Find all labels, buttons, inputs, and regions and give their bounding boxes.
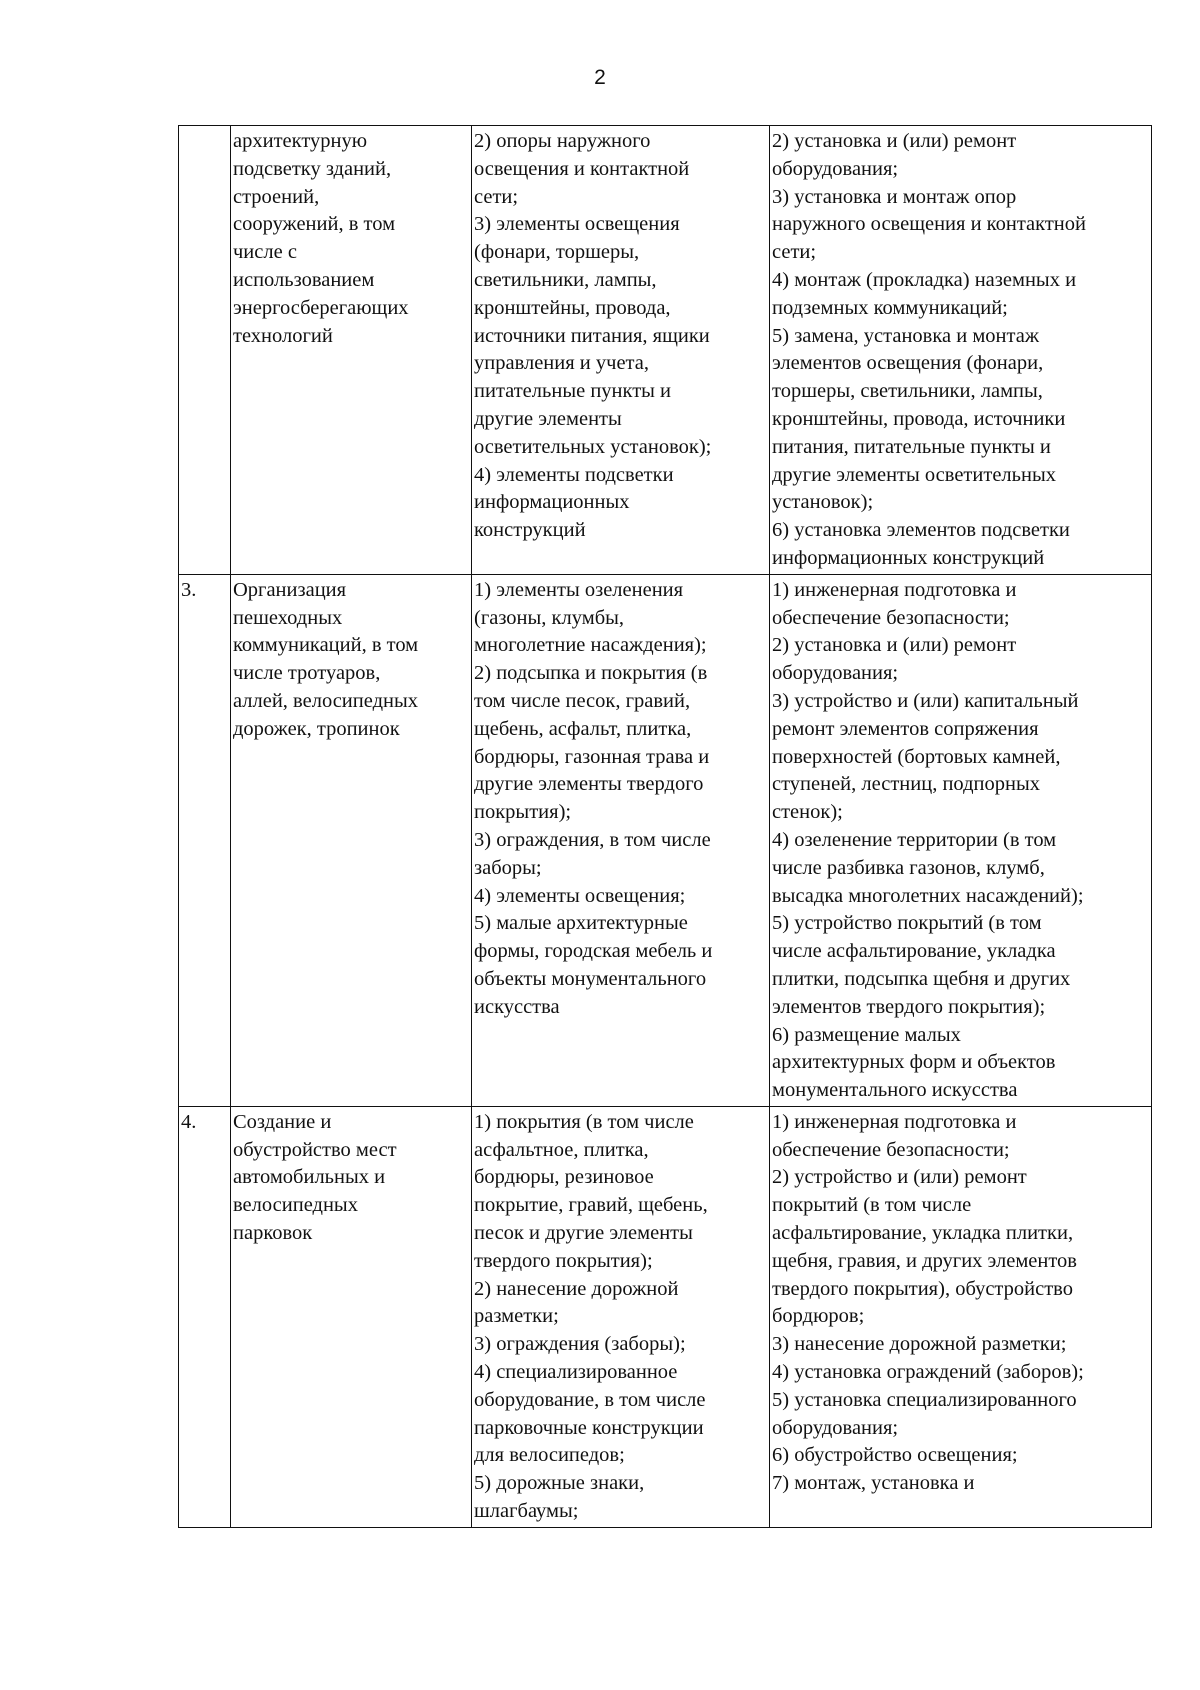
cell-text-line: строений, bbox=[233, 185, 320, 208]
cell-text-line: обеспечение безопасности; bbox=[772, 606, 1010, 629]
work-type-cell bbox=[231, 574, 472, 1106]
cell-text-line: аллей, велосипедных bbox=[233, 689, 419, 712]
cell-text-line: установок); bbox=[772, 491, 874, 514]
cell-text-line: энергосберегающих bbox=[233, 296, 409, 319]
cell-text-line: числе асфальтирование, укладка bbox=[772, 940, 1056, 963]
cell-text-line: высадка многолетних насаждений); bbox=[772, 884, 1084, 907]
cell-text-line: архитектурных форм и объектов bbox=[772, 1051, 1056, 1074]
cell-text-line: 6) размещение малых bbox=[772, 1023, 961, 1046]
elements-cell bbox=[472, 574, 770, 1106]
cell-text-line: светильники, лампы, bbox=[474, 268, 657, 291]
cell-text-line: асфальтирование, укладка плитки, bbox=[772, 1222, 1074, 1245]
work-type-cell bbox=[231, 1106, 472, 1527]
elements-cell bbox=[472, 126, 770, 575]
cell-text-line: питания, питательные пункты и bbox=[772, 435, 1051, 458]
row-number: 4. bbox=[181, 1110, 197, 1133]
cell-text-line: 4) установка ограждений (заборов); bbox=[772, 1361, 1084, 1384]
cell-text-line: автомобильных и bbox=[233, 1166, 386, 1189]
cell-text-line: твердого покрытия), обустройство bbox=[772, 1277, 1073, 1300]
cell-text-line: велосипедных bbox=[233, 1194, 358, 1217]
cell-text-line: другие элементы осветительных bbox=[772, 463, 1056, 486]
works-cell bbox=[770, 574, 1152, 1106]
table-row bbox=[179, 574, 1152, 1106]
cell-text-line: пешеходных bbox=[233, 606, 343, 629]
cell-text-line: для велосипедов; bbox=[474, 1444, 625, 1467]
elements-cell bbox=[472, 1106, 770, 1527]
cell-text-line: бордюров; bbox=[772, 1305, 865, 1328]
cell-text-line: 2) установка и (или) ремонт bbox=[772, 130, 1017, 152]
cell-text-line: 5) замена, установка и монтаж bbox=[772, 324, 1039, 347]
cell-text-line: 2) нанесение дорожной bbox=[474, 1277, 679, 1300]
cell-text-line: 1) инженерная подготовка и bbox=[772, 1110, 1017, 1133]
work-type-cell bbox=[231, 126, 472, 575]
cell-text-line: искусства bbox=[474, 995, 560, 1018]
works-cell bbox=[770, 126, 1152, 575]
cell-text-line: щебня, гравия, и других элементов bbox=[772, 1249, 1077, 1272]
cell-text-line: 5) установка специализированного bbox=[772, 1388, 1077, 1411]
cell-text-line: 1) покрытия (в том числе bbox=[474, 1110, 694, 1133]
works-table bbox=[178, 125, 1152, 1528]
cell-text-line: 6) установка элементов подсветки bbox=[772, 519, 1070, 542]
cell-text-line: информационных bbox=[474, 491, 630, 514]
row-number-cell bbox=[179, 574, 231, 1106]
cell-text-line: 2) устройство и (или) ремонт bbox=[772, 1166, 1027, 1189]
cell-text-line: элементов твердого покрытия); bbox=[772, 995, 1046, 1018]
cell-text-line: освещения и контактной bbox=[474, 157, 690, 180]
cell-text-line: монументального искусства bbox=[772, 1079, 1018, 1102]
cell-text-line: 4) элементы подсветки bbox=[474, 463, 674, 486]
cell-text-line: Организация bbox=[233, 578, 347, 601]
cell-text-line: плитки, подсыпка щебня и других bbox=[772, 967, 1071, 990]
cell-text-line: покрытия); bbox=[474, 801, 572, 824]
table-body bbox=[179, 126, 1152, 1528]
cell-text-line: 3) нанесение дорожной разметки; bbox=[772, 1333, 1067, 1356]
cell-text-line: 7) монтаж, установка и bbox=[772, 1472, 975, 1495]
cell-text-line: архитектурную bbox=[233, 130, 368, 152]
row-number: 3. bbox=[181, 578, 197, 601]
cell-text-line: числе тротуаров, bbox=[233, 662, 381, 685]
cell-text-line: другие элементы bbox=[474, 407, 622, 430]
page-number: 2 bbox=[594, 66, 606, 89]
cell-text-line: покрытий (в том числе bbox=[772, 1194, 972, 1217]
cell-text-line: питательные пункты и bbox=[474, 380, 672, 403]
cell-text-line: числе разбивка газонов, клумб, bbox=[772, 856, 1045, 879]
cell-text-line: 1) инженерная подготовка и bbox=[772, 578, 1017, 601]
row-number-cell bbox=[179, 1106, 231, 1527]
cell-text-line: 4) элементы освещения; bbox=[474, 884, 686, 907]
cell-text-line: 1) элементы озеленения bbox=[474, 578, 684, 601]
cell-text-line: формы, городская мебель и bbox=[474, 940, 713, 963]
cell-text-line: другие элементы твердого bbox=[474, 773, 704, 796]
cell-text-line: оборудование, в том числе bbox=[474, 1388, 706, 1411]
cell-text-line: 5) дорожные знаки, bbox=[474, 1472, 645, 1495]
row-number-cell bbox=[179, 126, 231, 575]
cell-text-line: наружного освещения и контактной bbox=[772, 213, 1086, 236]
cell-text-line: 3) ограждения, в том числе bbox=[474, 828, 711, 851]
cell-text-line: 6) обустройство освещения; bbox=[772, 1444, 1018, 1467]
cell-text-line: оборудования; bbox=[772, 662, 899, 685]
cell-text-line: заборы; bbox=[474, 856, 542, 879]
works-cell bbox=[770, 1106, 1152, 1527]
cell-text-line: оборудования; bbox=[772, 157, 899, 180]
cell-text-line: 3) элементы освещения bbox=[474, 213, 680, 236]
cell-text-line: подсветку зданий, bbox=[233, 157, 392, 180]
cell-text-line: 2) опоры наружного bbox=[474, 130, 651, 152]
cell-text-line: твердого покрытия); bbox=[474, 1249, 653, 1272]
cell-text-line: сети; bbox=[772, 241, 817, 264]
cell-text-line: многолетние насаждения); bbox=[474, 634, 707, 657]
cell-text-line: шлагбаумы; bbox=[474, 1500, 579, 1523]
cell-text-line: технологий bbox=[233, 324, 333, 347]
cell-text-line: информационных конструкций bbox=[772, 546, 1045, 569]
cell-text-line: подземных коммуникаций; bbox=[772, 296, 1008, 319]
cell-text-line: дорожек, тропинок bbox=[233, 717, 400, 740]
cell-text-line: числе с bbox=[233, 241, 297, 264]
cell-text-line: использованием bbox=[233, 268, 375, 291]
cell-text-line: 5) малые архитектурные bbox=[474, 912, 688, 935]
cell-text-line: поверхностей (бортовых камней, bbox=[772, 745, 1061, 768]
cell-text-line: стенок); bbox=[772, 801, 843, 824]
table-row bbox=[179, 1106, 1152, 1527]
cell-text-line: том числе песок, гравий, bbox=[474, 689, 691, 712]
cell-text-line: сооружений, в том bbox=[233, 213, 396, 236]
cell-text-line: обеспечение безопасности; bbox=[772, 1138, 1010, 1161]
cell-text-line: кронштейны, провода, bbox=[474, 296, 671, 319]
cell-text-line: 3) ограждения (заборы); bbox=[474, 1333, 686, 1356]
cell-text-line: ремонт элементов сопряжения bbox=[772, 717, 1039, 740]
cell-text-line: (фонари, торшеры, bbox=[474, 241, 640, 264]
cell-text-line: парковочные конструкции bbox=[474, 1416, 704, 1439]
cell-text-line: ступеней, лестниц, подпорных bbox=[772, 773, 1040, 796]
cell-text-line: 5) устройство покрытий (в том bbox=[772, 912, 1042, 935]
cell-text-line: элементов освещения (фонари, bbox=[772, 352, 1044, 375]
cell-text-line: управления и учета, bbox=[474, 352, 649, 375]
cell-text-line: щебень, асфальт, плитка, bbox=[474, 717, 692, 740]
cell-text-line: 2) установка и (или) ремонт bbox=[772, 634, 1017, 657]
cell-text-line: покрытие, гравий, щебень, bbox=[474, 1194, 708, 1217]
cell-text-line: песок и другие элементы bbox=[474, 1222, 693, 1245]
cell-text-line: 3) устройство и (или) капитальный bbox=[772, 689, 1079, 712]
cell-text-line: осветительных установок); bbox=[474, 435, 712, 458]
cell-text-line: разметки; bbox=[474, 1305, 559, 1328]
cell-text-line: торшеры, светильники, лампы, bbox=[772, 380, 1043, 403]
cell-text-line: источники питания, ящики bbox=[474, 324, 710, 347]
cell-text-line: сети; bbox=[474, 185, 519, 208]
cell-text-line: обустройство мест bbox=[233, 1138, 397, 1161]
cell-text-line: оборудования; bbox=[772, 1416, 899, 1439]
cell-text-line: 4) специализированное bbox=[474, 1361, 678, 1384]
cell-text-line: (газоны, клумбы, bbox=[474, 606, 625, 629]
table-row bbox=[179, 126, 1152, 575]
cell-text-line: бордюры, газонная трава и bbox=[474, 745, 710, 768]
cell-text-line: парковок bbox=[233, 1222, 313, 1245]
cell-text-line: кронштейны, провода, источники bbox=[772, 407, 1066, 430]
cell-text-line: коммуникаций, в том bbox=[233, 634, 419, 657]
cell-text-line: Создание и bbox=[233, 1110, 332, 1133]
cell-text-line: объекты монументального bbox=[474, 967, 707, 990]
cell-text-line: 4) монтаж (прокладка) наземных и bbox=[772, 268, 1077, 291]
cell-text-line: конструкций bbox=[474, 519, 586, 542]
cell-text-line: 3) установка и монтаж опор bbox=[772, 185, 1017, 208]
cell-text-line: 2) подсыпка и покрытия (в bbox=[474, 662, 708, 685]
cell-text-line: бордюры, резиновое bbox=[474, 1166, 654, 1189]
cell-text-line: асфальтное, плитка, bbox=[474, 1138, 649, 1161]
cell-text-line: 4) озеленение территории (в том bbox=[772, 828, 1057, 851]
